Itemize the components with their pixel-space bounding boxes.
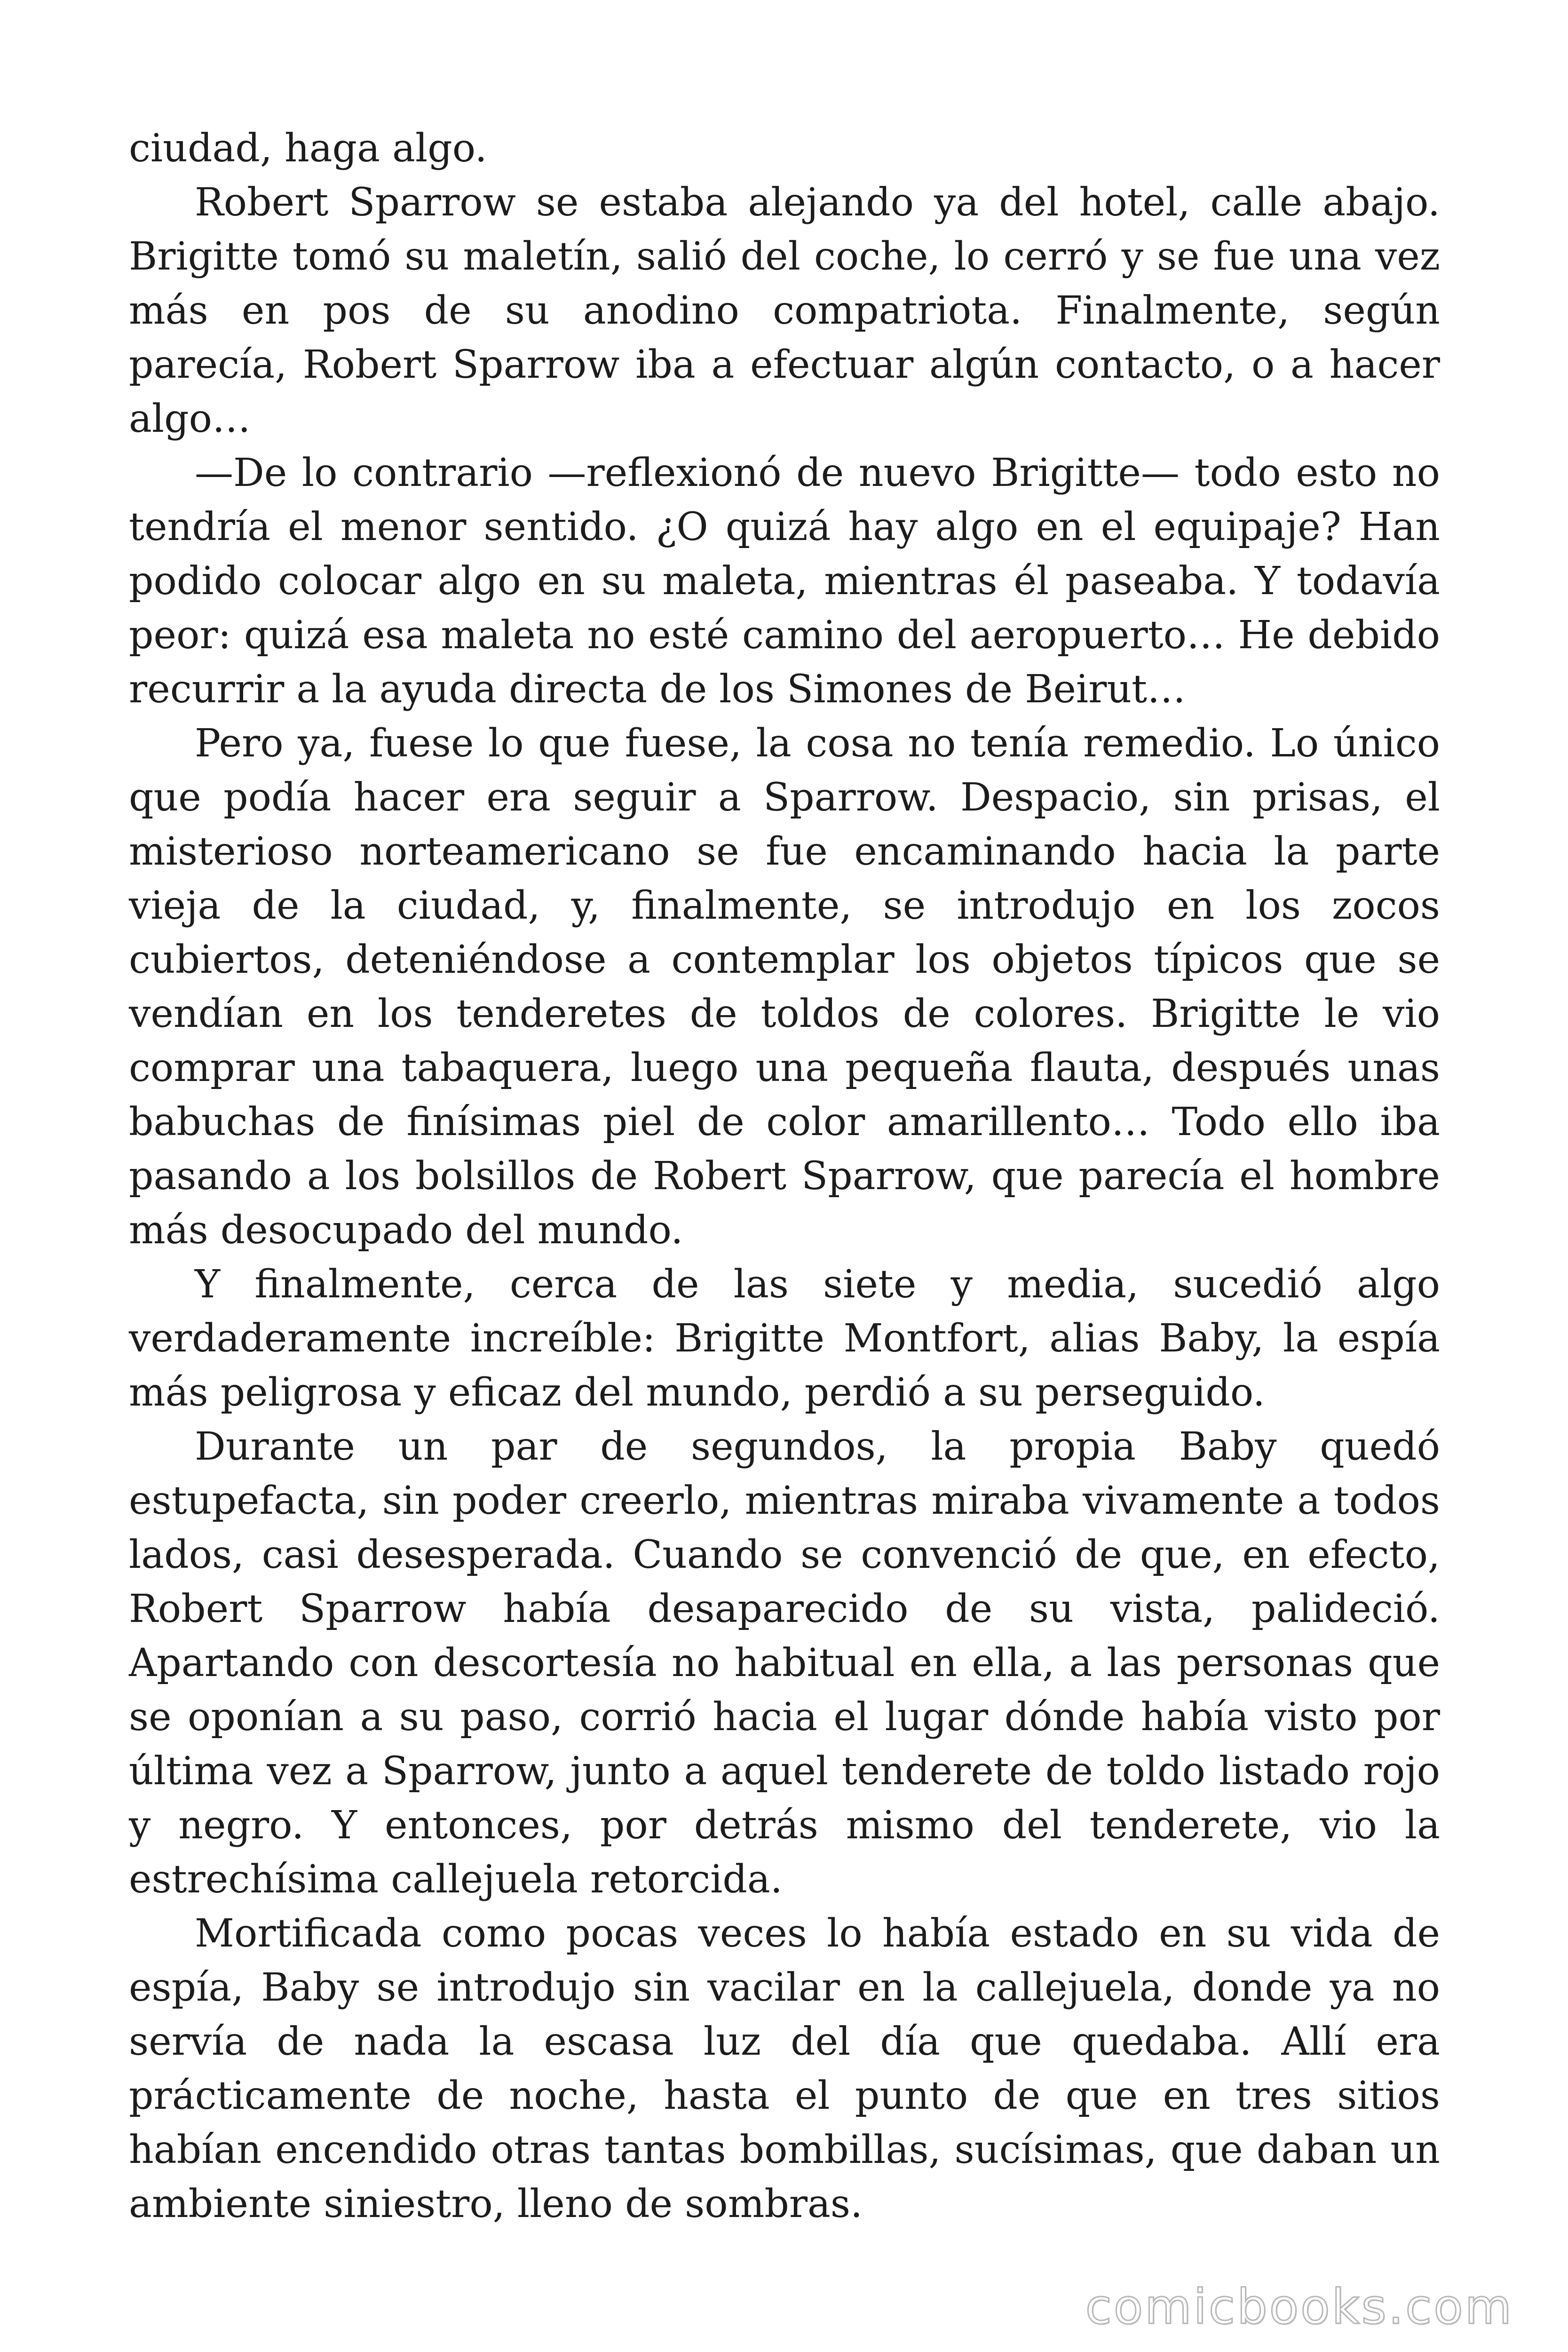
site-watermark: comicbooks.com <box>1085 2279 1513 2335</box>
paragraph: Y finalmente, cerca de las siete y media, sucedió algo verdaderamente increíble: Brigitte Montfort, alias Baby, la espía más peligrosa y eficaz del mundo, perdió a su perseguido. <box>129 1262 1440 1415</box>
paragraph: Robert Sparrow se estaba alejando ya del hotel, calle abajo. Brigitte tomó su maletín, salió del coche, lo cerró y se fue una vez más en pos de su anodino compatriota. Finalmente, según parecía, Robert Sparrow iba a efectuar algún contacto, o a hacer algo… <box>129 180 1440 441</box>
paragraph: Durante un par de segundos, la propia Baby quedó estupefacta, sin poder creerlo, mientras miraba vivamente a todos lados, casi desesperada. Cuando se convenció de que, en efecto, Robert Sparrow había desaparecido de su vista, palideció. Apartando con descortesía no habitual en ella, a las personas que se oponían a su paso, corrió hacia el lugar dónde había visto por última vez a Sparrow, junto a aquel tenderete de toldo listado rojo y negro. Y entonces, por detrás mismo del tenderete, vio la estrechísima callejuela retorcida. <box>129 1424 1440 1902</box>
paragraph: Mortificada como pocas veces lo había estado en su vida de espía, Baby se introdujo sin vacilar en la callejuela, donde ya no servía de nada la escasa luz del día que quedaba. Allí era prácticamente de noche, hasta el punto de que en tres sitios habían encendido otras tantas bombillas, sucísimas, que daban un ambiente siniestro, lleno de sombras. <box>129 1911 1440 2226</box>
paragraph: Pero ya, fuese lo que fuese, la cosa no tenía remedio. Lo único que podía hacer era seguir a Sparrow. Despacio, sin prisas, el misterioso norteamericano se fue encaminando hacia la parte vieja de la ciudad, y, finalmente, se introdujo en los zocos cubiertos, deteniéndose a contemplar los objetos típicos que se vendían en los tenderetes de toldos de colores. Brigitte le vio comprar una tabaquera, luego una pequeña flauta, después unas babuchas de finísimas piel de color amarillento… Todo ello iba pasando a los bolsillos de Robert Sparrow, que parecía el hombre más desocupado del mundo. <box>129 721 1440 1253</box>
paragraph: —De lo contrario —reflexionó de nuevo Brigitte— todo esto no tendría el menor sentido. ¿O quizá hay algo en el equipaje? Han podido colocar algo en su maleta, mientras él paseaba. Y todavía peor: quizá esa maleta no esté camino del aeropuerto… He debido recurrir a la ayuda directa de los Simones de Beirut… <box>129 451 1440 712</box>
paragraph-continued: ciudad, haga algo. <box>129 126 487 171</box>
page-body <box>129 121 1440 2231</box>
